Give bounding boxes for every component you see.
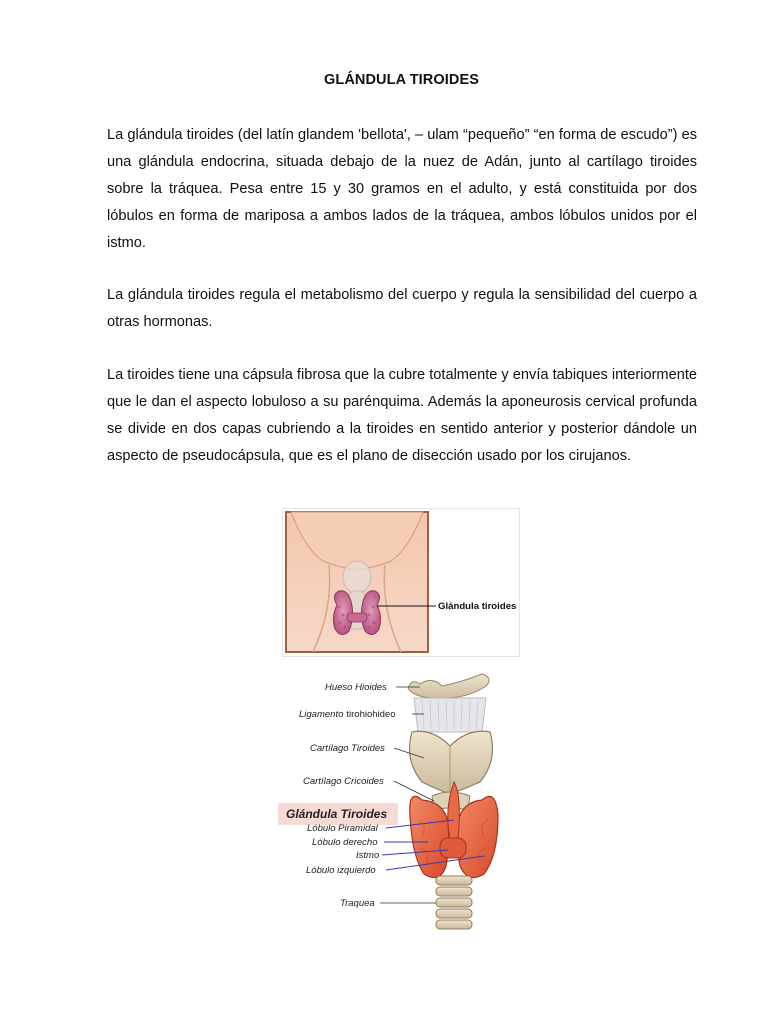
label-lobulo-izquierdo: Lóbulo izquierdo: [306, 865, 376, 876]
paragraph-1: La glándula tiroides (del latín glandem 'bellota', – ulam “pequeño” “en forma de escudo”) es una glándula endocrina, situada debajo de la nuez de Adán, junto al cartílago tiroides sobre la tráquea. Pesa entre 15 y 30 gramos en el adulto, y está constituida por dos lóbulos en forma de mariposa a ambos lados de la tráquea, ambos lóbulos unidos por el istmo.: [107, 127, 697, 251]
label-lobulo-derecho: Lóbulo derecho: [312, 837, 378, 848]
label-istmo: Istmo: [356, 850, 380, 861]
paragraph-3: La tiroides tiene una cápsula fibrosa que la cubre totalmente y envía tabiques interiormente que le dan el aspecto lobuloso a su parénquima. Además la aponeurosis cervical profunda se divide en dos capas cubriendo a la tiroides en sentido anterior y posterior dándole un aspecto de pseudocápsula, que es el plano de disección usado por los cirujanos.: [107, 367, 697, 464]
figure1-label: Glándula tiroides: [438, 601, 517, 612]
label-cartilago-cricoides: Cartílago Cricoides: [303, 776, 384, 787]
label-cartilago-tiroides: Cartílago Tiroides: [310, 743, 385, 754]
neck-illustration: [283, 509, 519, 656]
label-ligamento-italic: Ligamento: [299, 709, 344, 720]
label-traquea: Traquea: [340, 898, 375, 909]
label-hueso-hioides: Hueso Hioides: [325, 682, 387, 693]
label-lobulo-piramidal: Lóbulo Piramidal: [307, 823, 378, 834]
thyroid-anatomy-diagram: [272, 670, 532, 932]
paragraph-2: La glándula tiroides regula el metabolismo del cuerpo y regula la sensibilidad del cuerpo a otras hormonas.: [107, 287, 697, 330]
neck-thyroid-figure: [282, 508, 520, 657]
thyroid-anatomy-figure: [272, 670, 532, 932]
label-ligamento: [299, 709, 396, 720]
document-title: GLÁNDULA TIROIDES: [323, 72, 480, 88]
label-glandula-tiroides: Glándula Tiroides: [286, 807, 388, 821]
label-ligamento-suffix: tirohiohideo: [346, 709, 396, 720]
